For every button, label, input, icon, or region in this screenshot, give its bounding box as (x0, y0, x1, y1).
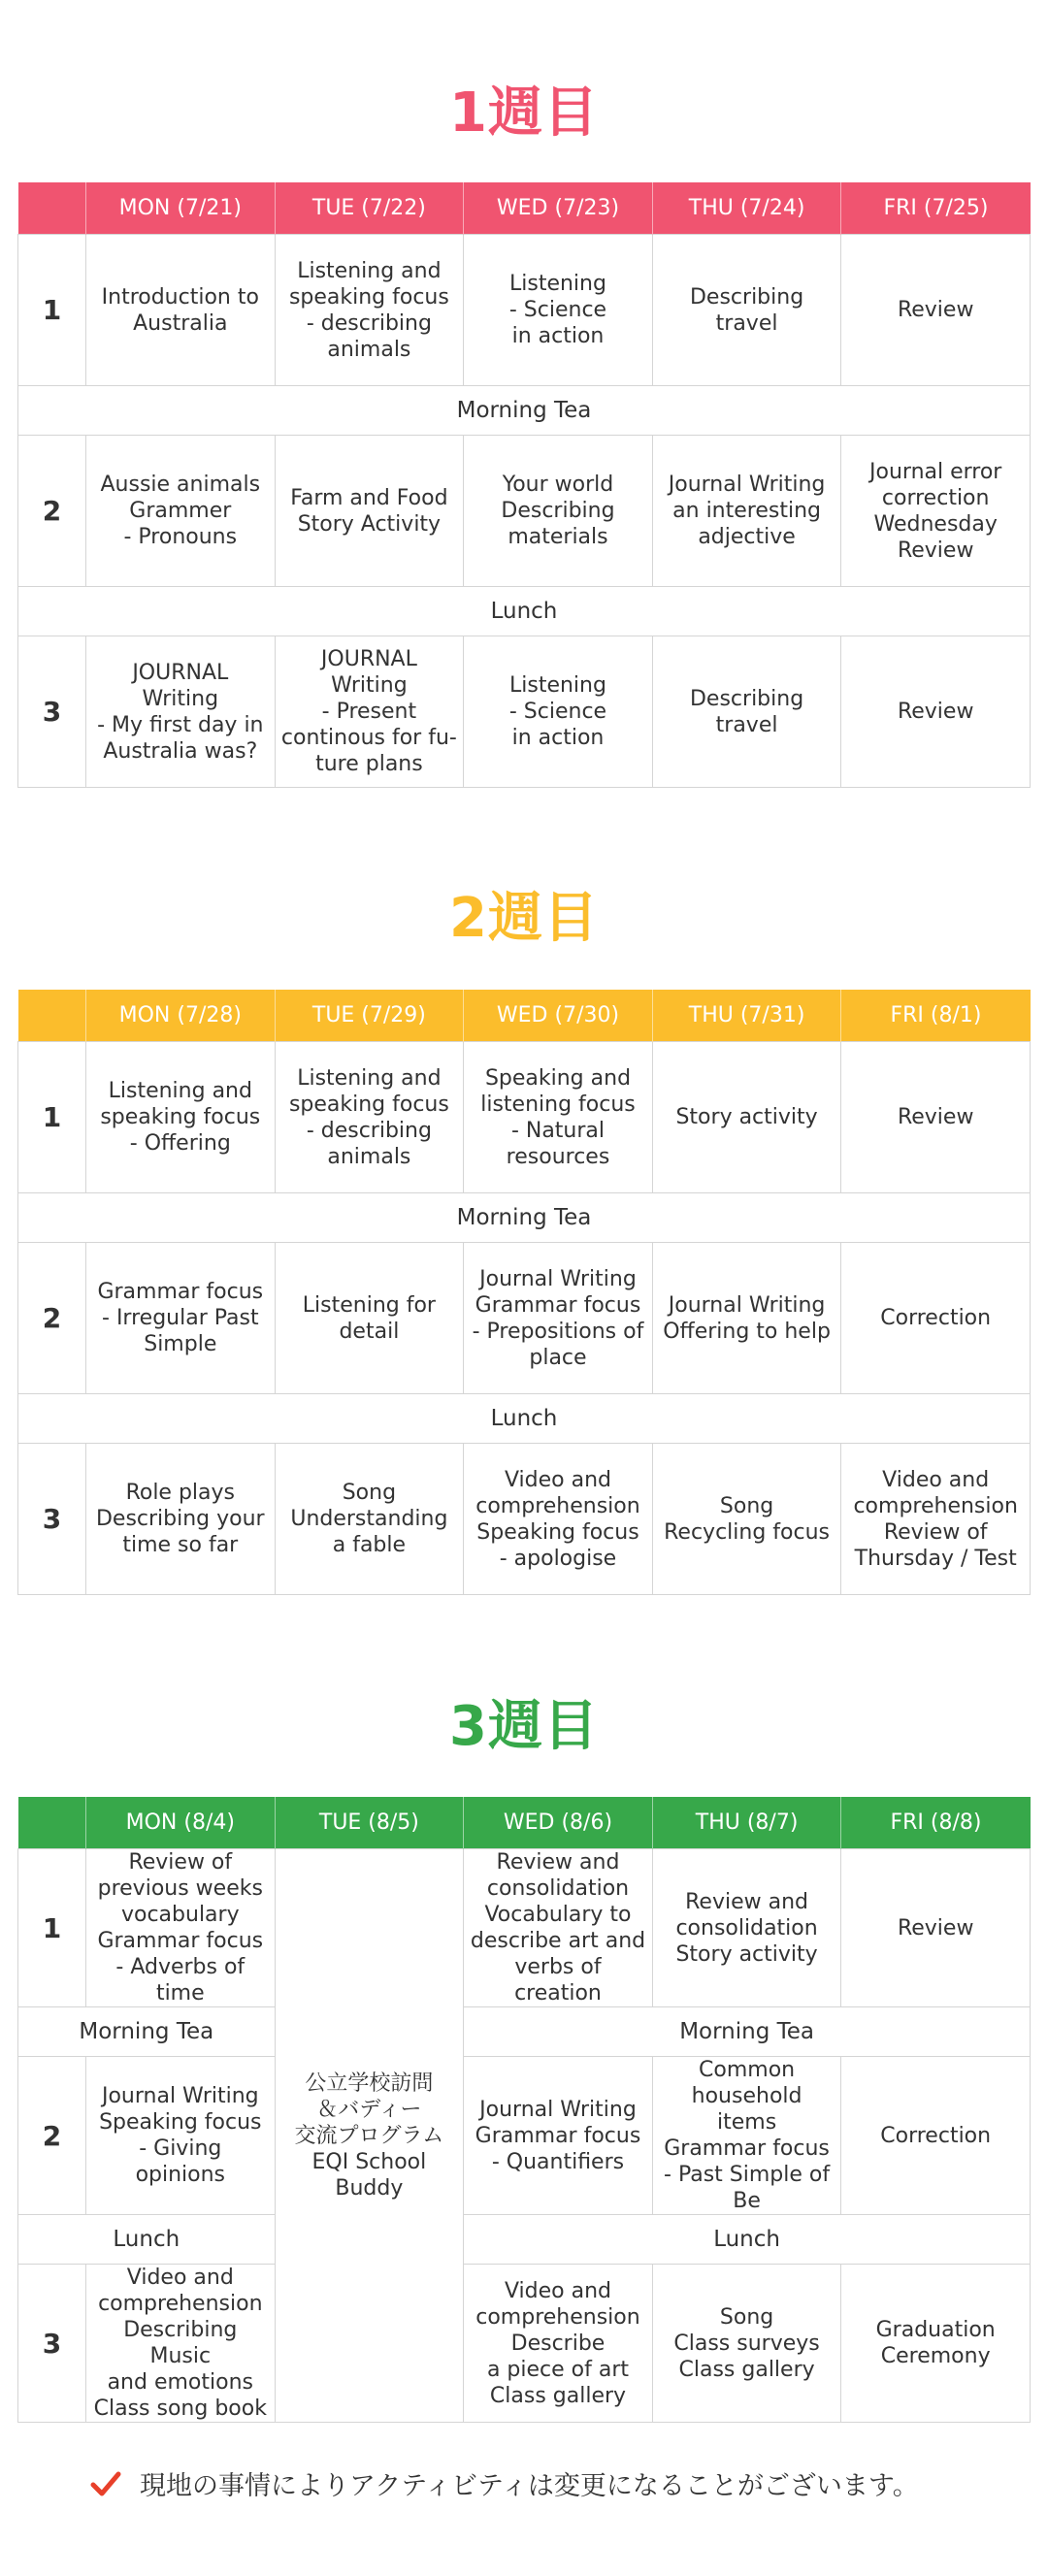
header-day: WED (7/23) (464, 182, 653, 235)
lesson-cell: Song Understanding a fable (275, 1444, 464, 1595)
period-number: 1 (18, 235, 86, 386)
period-number: 2 (18, 2057, 86, 2215)
week-2-schedule-table (17, 990, 1031, 1595)
table-header-row (18, 1797, 1031, 1849)
note-text: 現地の事情によりアクティビティは変更になることがございます。 (140, 2471, 919, 2501)
period-number: 3 (18, 1444, 86, 1595)
period-number: 2 (18, 1243, 86, 1394)
lesson-cell: Journal Writing Offering to help (652, 1243, 841, 1394)
lesson-cell: JOURNAL Writing - My first day in Australia was? (86, 636, 276, 788)
lesson-cell: Song Class surveys Class gallery (652, 2265, 841, 2423)
table-row-break (18, 2007, 1031, 2057)
table-row-period-2 (18, 436, 1031, 587)
lesson-cell: Journal error correction Wednesday Review (841, 436, 1031, 587)
week-1-schedule-table (17, 182, 1031, 788)
period-number: 3 (18, 636, 86, 788)
lesson-cell: JOURNAL Writing - Present continous for fu- ture plans (275, 636, 464, 788)
lesson-cell: Review and consolidation Story activity (652, 1849, 841, 2007)
week-3-schedule-table (17, 1797, 1031, 2423)
lunch-break: Lunch (18, 1394, 1031, 1444)
lesson-cell: Graduation Ceremony (841, 2265, 1031, 2423)
lesson-cell: Review (841, 1849, 1031, 2007)
header-day: THU (7/24) (652, 182, 841, 235)
week-2-title: 2週目 (449, 887, 599, 950)
lesson-cell: Video and comprehension Speaking focus - apologise (464, 1444, 653, 1595)
header-corner (18, 182, 86, 235)
morning-tea-break: Morning Tea (18, 2007, 276, 2057)
lesson-cell: Listening - Science in action (464, 235, 653, 386)
lesson-cell: Video and comprehension Describe a piece of art Class gallery (464, 2265, 653, 2423)
table-row-period-1 (18, 1849, 1031, 2007)
period-number: 1 (18, 1042, 86, 1193)
morning-tea-break: Morning Tea (464, 2007, 1031, 2057)
table-row-period-1 (18, 1042, 1031, 1193)
lesson-cell: Describing travel (652, 636, 841, 788)
table-row-period-3 (18, 1444, 1031, 1595)
header-corner (18, 990, 86, 1042)
lesson-cell: Song Recycling focus (652, 1444, 841, 1595)
lesson-cell: Listening and speaking focus - describing animals (275, 235, 464, 386)
header-day: TUE (7/29) (275, 990, 464, 1042)
lesson-cell: Speaking and listening focus - Natural resources (464, 1042, 653, 1193)
table-row-break (18, 386, 1031, 436)
table-row-break (18, 587, 1031, 636)
week-3-title: 3週目 (449, 1695, 599, 1758)
table-row-break (18, 1193, 1031, 1243)
lunch-break: Lunch (464, 2215, 1031, 2265)
lesson-cell: Your world Describing materials (464, 436, 653, 587)
table-header-row (18, 990, 1031, 1042)
header-day: FRI (8/8) (841, 1797, 1031, 1849)
lesson-cell: Farm and Food Story Activity (275, 436, 464, 587)
period-number: 2 (18, 436, 86, 587)
header-day: TUE (7/22) (275, 182, 464, 235)
table-row-break (18, 2215, 1031, 2265)
header-day: THU (8/7) (652, 1797, 841, 1849)
period-number: 1 (18, 1849, 86, 2007)
table-row-period-3 (18, 2265, 1031, 2423)
table-row-period-2 (18, 1243, 1031, 1394)
lesson-cell: Journal Writing Grammar focus - Prepositions of place (464, 1243, 653, 1394)
header-day: TUE (8/5) (275, 1797, 464, 1849)
lesson-cell: Describing travel (652, 235, 841, 386)
school-visit-cell: 公立学校訪問 ＆バディー 交流プログラム EQI School Buddy (275, 1849, 464, 2423)
table-row-period-3 (18, 636, 1031, 788)
lunch-break: Lunch (18, 2215, 276, 2265)
header-day: WED (7/30) (464, 990, 653, 1042)
header-day: FRI (7/25) (841, 182, 1031, 235)
header-day: THU (7/31) (652, 990, 841, 1042)
header-day: MON (7/21) (86, 182, 276, 235)
lesson-cell: Correction (841, 2057, 1031, 2215)
lesson-cell: Video and comprehension Describing Music and emotions Class song book (86, 2265, 276, 2423)
lesson-cell: Story activity (652, 1042, 841, 1193)
check-icon (89, 2467, 122, 2500)
morning-tea-break: Morning Tea (18, 386, 1031, 436)
lunch-break: Lunch (18, 587, 1031, 636)
lesson-cell: Listening - Science in action (464, 636, 653, 788)
lesson-cell: Review of previous weeks vocabulary Grammar focus - Adverbs of time (86, 1849, 276, 2007)
lesson-cell: Journal Writing an interesting adjective (652, 436, 841, 587)
lesson-cell: Aussie animals Grammer - Pronouns (86, 436, 276, 587)
lesson-cell: Journal Writing Grammar focus - Quantifiers (464, 2057, 653, 2215)
lesson-cell: Grammar focus - Irregular Past Simple (86, 1243, 276, 1394)
table-header-row (18, 182, 1031, 235)
table-row-period-1 (18, 235, 1031, 386)
lesson-cell: Common household items Grammar focus - Past Simple of Be (652, 2057, 841, 2215)
table-row-period-2 (18, 2057, 1031, 2215)
table-row-break (18, 1394, 1031, 1444)
lesson-cell: Review (841, 1042, 1031, 1193)
header-day: MON (7/28) (86, 990, 276, 1042)
header-day: FRI (8/1) (841, 990, 1031, 1042)
lesson-cell: Listening for detail (275, 1243, 464, 1394)
header-corner (18, 1797, 86, 1849)
lesson-cell: Review (841, 235, 1031, 386)
lesson-cell: Role plays Describing your time so far (86, 1444, 276, 1595)
lesson-cell: Introduction to Australia (86, 235, 276, 386)
header-day: WED (8/6) (464, 1797, 653, 1849)
lesson-cell: Correction (841, 1243, 1031, 1394)
period-number: 3 (18, 2265, 86, 2423)
schedule-note (89, 2464, 919, 2502)
lesson-cell: Listening and speaking focus - describing animals (275, 1042, 464, 1193)
header-day: MON (8/4) (86, 1797, 276, 1849)
lesson-cell: Journal Writing Speaking focus - Giving opinions (86, 2057, 276, 2215)
morning-tea-break: Morning Tea (18, 1193, 1031, 1243)
week-1-title: 1週目 (449, 82, 599, 145)
lesson-cell: Listening and speaking focus - Offering (86, 1042, 276, 1193)
lesson-cell: Review and consolidation Vocabulary to describe art and verbs of creation (464, 1849, 653, 2007)
lesson-cell: Video and comprehension Review of Thursday / Test (841, 1444, 1031, 1595)
lesson-cell: Review (841, 636, 1031, 788)
